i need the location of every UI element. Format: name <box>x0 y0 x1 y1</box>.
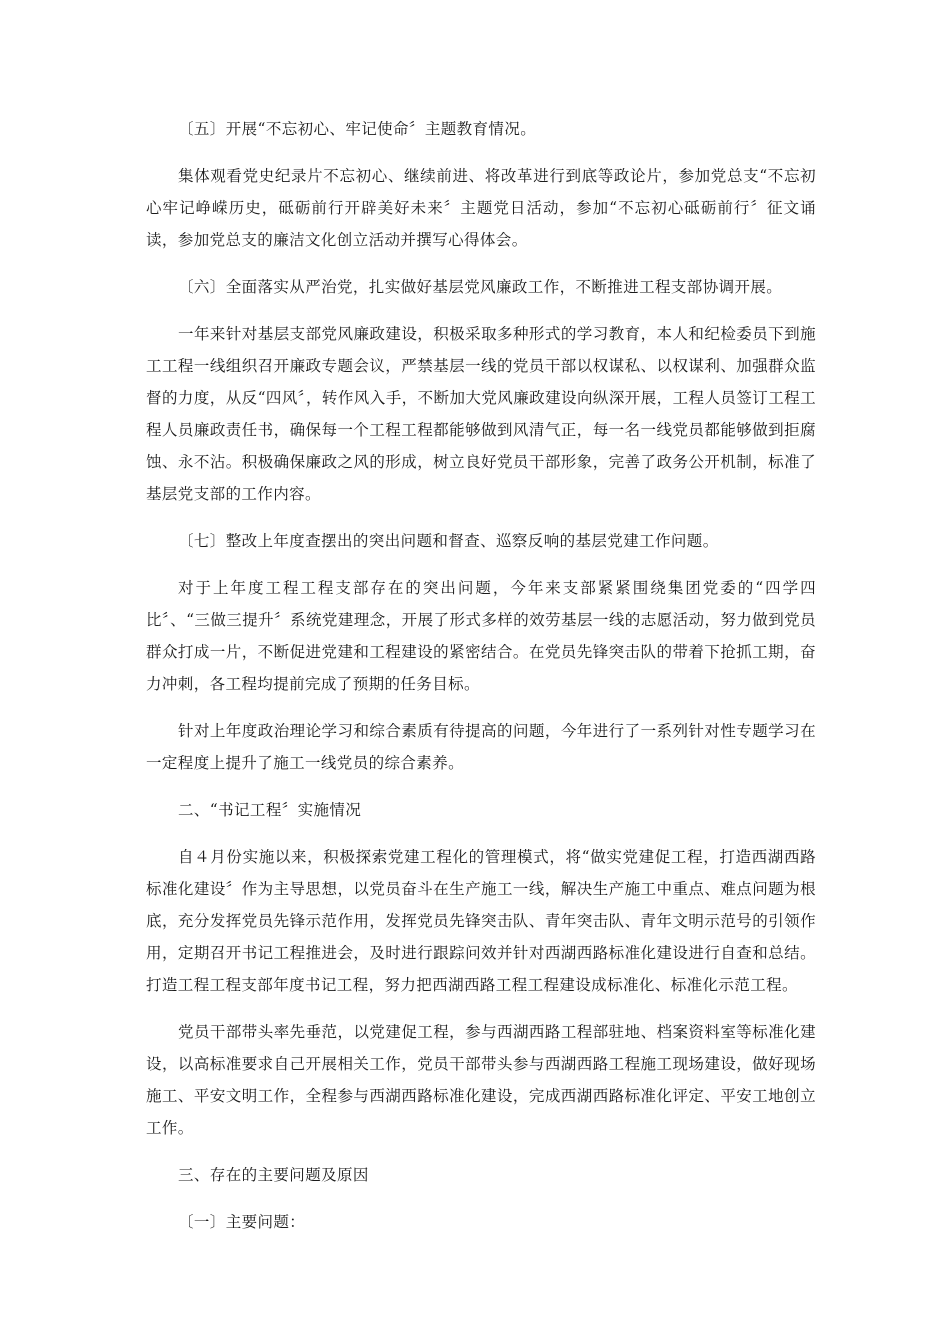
paragraph-integrity: 一年来针对基层支部党风廉政建设，积极采取多种形式的学习教育，本人和纪检委员下到施工工程一线组织召开廉政专题会议，严禁基层一线的党员干部以权谋私、以权谋利、加强群众监督的力度，从反“四风〞，转作风入手，不断加大党风廉政建设向纵深开展，工程人员签订工程工程人员廉政责任书，确保每一个工程工程都能够做到风清气正，每一名一线党员都能够做到拒腐蚀、永不沾。积极确保廉政之风的形成，树立良好党员干部形象，完善了政务公开机制，标准了基层党支部的工作内容。 <box>146 325 816 503</box>
paragraph-theory-study: 针对上年度政治理论学习和综合素质有待提高的问题，今年进行了一系列针对性专题学习在一定程度上提升了施工一线党员的综合素养。 <box>146 722 816 772</box>
document-body <box>146 113 816 1253</box>
paragraph-rectification: 对于上年度工程工程支部存在的突出问题，今年来支部紧紧围绕集团党委的“四学四比〞、“三做三提升〞系统党建理念，开展了形式多样的效劳基层一线的志愿活动，努力做到党员群众打成一片，不断促进党建和工程建设的紧密结合。在党员先锋突击队的带着下抢抓工期，奋力冲刺，各工程均提前完成了预期的任务目标。 <box>146 579 816 693</box>
subsection-heading-1: 〔一〕主要问题： <box>178 1213 306 1231</box>
section-heading-5: 〔五〕开展“不忘初心、牢记使命〞主题教育情况。 <box>178 120 537 138</box>
section-heading-2: 二、“书记工程〞实施情况 <box>178 801 362 819</box>
section-heading-3: 三、存在的主要问题及原因 <box>178 1166 369 1184</box>
section-heading-7: 〔七〕整改上年度查摆出的突出问题和督查、巡察反响的基层党建工作问题。 <box>178 532 719 550</box>
paragraph-education: 集体观看党史纪录片不忘初心、继续前进、将改革进行到底等政论片，参加党总支“不忘初心牢记峥嵘历史，砥砺前行开辟美好未来〞主题党日活动，参加“不忘初心砥砺前行〞征文诵读，参加党总支的廉洁文化创立活动并撰写心得体会。 <box>146 167 816 249</box>
paragraph-secretary-project: 自４月份实施以来，积极探索党建工程化的管理模式，将“做实党建促工程，打造西湖西路标准化建设〞作为主导思想，以党员奋斗在生产施工一线，解决生产施工中重点、难点问题为根底，充分发挥党员先锋示范作用，发挥党员先锋突击队、青年突击队、青年文明示范号的引领作用，定期召开书记工程推进会，及时进行跟踪问效并针对西湖西路标准化建设进行自查和总结。打造工程工程支部年度书记工程，努力把西湖西路工程工程建设成标准化、标准化示范工程。 <box>146 848 816 994</box>
section-heading-6: 〔六〕全面落实从严治党，扎实做好基层党风廉政工作，不断推进工程支部协调开展。 <box>178 278 783 296</box>
paragraph-party-members: 党员干部带头率先垂范，以党建促工程，参与西湖西路工程部驻地、档案资料室等标准化建设，以高标准要求自己开展相关工作，党员干部带头参与西湖西路工程施工现场建设，做好现场施工、平安文明工作，全程参与西湖西路标准化建设，完成西湖西路标准化评定、平安工地创立工作。 <box>146 1023 816 1137</box>
